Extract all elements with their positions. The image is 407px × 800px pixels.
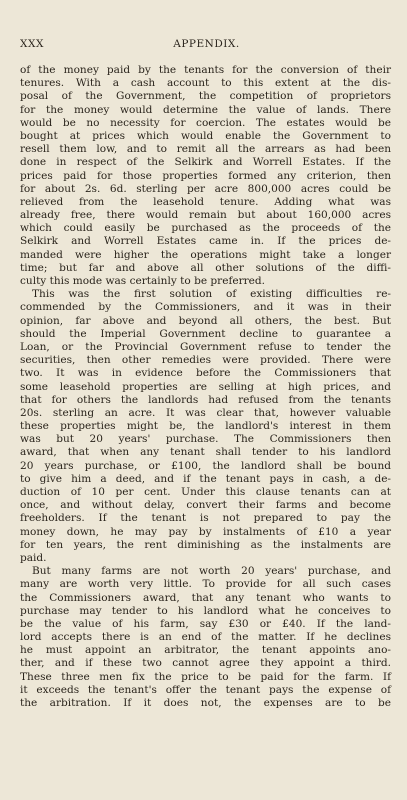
text-line: resell them low, and to remit all the arrears as had been bbox=[20, 143, 391, 156]
text-line: two. It was in evidence before the Commissioners that bbox=[20, 367, 391, 380]
text-line: to give him a deed, and if the tenant pays in cash, a de- bbox=[20, 472, 391, 485]
text-line: be the value of his farm, say £30 or £40. If the land- bbox=[20, 617, 391, 630]
text-line: already free, there would remain but about 160,000 acres bbox=[20, 209, 391, 222]
text-line: 20 years purchase, or £100, the landlord shall be bound bbox=[20, 459, 391, 472]
text-line: some leasehold properties are selling at high prices, and bbox=[20, 380, 391, 393]
text-line: was but 20 years' purchase. The Commissioners then bbox=[20, 433, 391, 446]
text-line: prices paid for those properties formed any criterion, then bbox=[20, 169, 391, 182]
text-line: the arbitration. If it does not, the expenses are to be bbox=[20, 697, 391, 709]
text-line: should the Imperial Government decline to guarantee a bbox=[20, 327, 391, 340]
text-line: This was the first solution of existing difficulties re- bbox=[32, 288, 391, 301]
text-line: would be no necessity for coercion. The estates would be bbox=[20, 116, 391, 129]
text-line: that for others the landlords had refused from the tenants bbox=[20, 393, 391, 406]
text-line: many are worth very little. To provide for all such cases bbox=[20, 578, 391, 591]
text-line: Loan, or the Provincial Government refuse to tender the bbox=[20, 340, 391, 353]
text-line: money down, he may pay by instalments of £10 a year bbox=[20, 525, 391, 538]
page-header bbox=[20, 38, 393, 54]
text-line: award, that when any tenant shall tender to his landlord bbox=[20, 446, 391, 459]
text-line: securities, then other remedies were provided. There were bbox=[20, 354, 391, 367]
text-line: tenures. With a cash account to this extent at the dis- bbox=[20, 77, 391, 90]
text-line: which could easily be purchased as the proceeds of the bbox=[20, 222, 391, 235]
text-line: he must appoint an arbitrator, the tenant appoints ano- bbox=[20, 644, 391, 657]
body-text bbox=[20, 64, 391, 710]
text-line: bought at prices which would enable the Government to bbox=[20, 129, 391, 142]
text-line: these properties might be, the landlord's interest in them bbox=[20, 420, 391, 433]
text-line: 20s. sterling an acre. It was clear that, however valuable bbox=[20, 406, 391, 419]
text-line: duction of 10 per cent. Under this clause tenants can at bbox=[20, 486, 391, 498]
text-line: done in respect of the Selkirk and Worrell Estates. If the bbox=[20, 156, 391, 169]
text-line: lord accepts there is an end of the matter. If he declines bbox=[20, 631, 391, 644]
text-line: opinion, far above and beyond all others, the best. But bbox=[20, 314, 391, 327]
text-line: But many farms are not worth 20 years' purchase, and bbox=[32, 565, 391, 578]
text-line: time; but far and above all other solutions of the diffi- bbox=[20, 261, 391, 274]
text-line: once, and without delay, convert their farms and become bbox=[20, 499, 391, 512]
text-line: for ten years, the rent diminishing as the instalments are bbox=[20, 538, 391, 551]
text-line: manded were higher the operations might take a longer bbox=[20, 248, 391, 261]
text-line: culty this mode was certainly to be preferred. bbox=[20, 275, 266, 287]
page-number: XXX bbox=[20, 38, 44, 50]
text-line: relieved from the leasehold tenure. Adding what was bbox=[20, 195, 391, 208]
text-line: ther, and if these two cannot agree they appoint a third. bbox=[20, 657, 391, 670]
running-title: APPENDIX. bbox=[173, 38, 240, 50]
text-line: purchase may tender to his landlord what he conceives to bbox=[20, 604, 391, 617]
text-line: for about 2s. 6d. sterling per acre 800,000 acres could be bbox=[20, 182, 391, 195]
text-line: it exceeds the tenant's offer the tenant pays the expense of bbox=[20, 683, 391, 696]
text-line: the Commissioners award, that any tenant who wants to bbox=[20, 591, 391, 604]
text-line: Selkirk and Worrell Estates came in. If the prices de- bbox=[20, 235, 391, 248]
text-line: paid. bbox=[20, 551, 47, 564]
text-line: posal of the Government, the competition of proprietors bbox=[20, 90, 391, 103]
text-line: of the money paid by the tenants for the conversion of their bbox=[20, 64, 391, 76]
text-line: These three men fix the price to be paid for the farm. If bbox=[20, 670, 391, 683]
text-line: for the money would determine the value of lands. There bbox=[20, 103, 391, 116]
text-line: freeholders. If the tenant is not prepared to pay the bbox=[20, 512, 391, 525]
text-line: commended by the Commissioners, and it was in their bbox=[20, 301, 391, 314]
